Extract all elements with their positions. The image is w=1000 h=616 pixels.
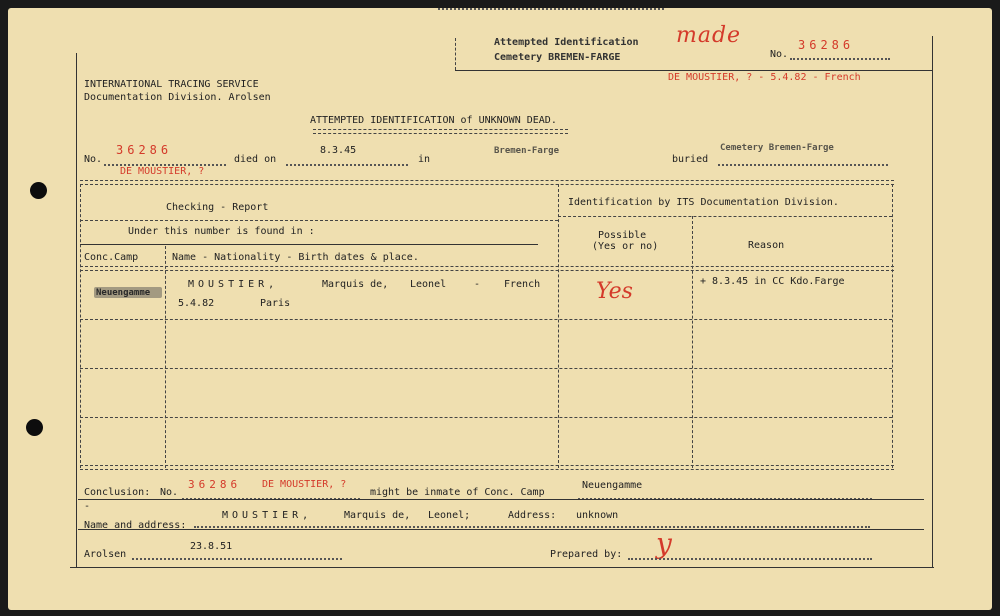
title-underline <box>313 129 568 134</box>
conclusion-no-value: 36286 <box>188 478 242 491</box>
punch-hole-top <box>30 182 47 199</box>
record-no-value: 36286 <box>116 143 173 157</box>
conclusion-label: Conclusion: <box>84 487 151 498</box>
row1-camp: Neuengamme <box>96 288 151 298</box>
name-address-title: Marquis de, <box>344 510 411 521</box>
death-place-value: Bremen-Farge <box>494 146 560 156</box>
header-no-value: 36286 <box>798 38 855 52</box>
conclusion-name-value: DE MOUSTIER, ? <box>262 479 347 490</box>
table-row2-bottom <box>80 368 892 369</box>
table-right-border <box>892 184 893 468</box>
conclusion-no-label: No. <box>160 487 179 498</box>
yes-or-no-header: (Yes or no) <box>592 241 659 252</box>
identification-header: Identification by ITS Documentation Division. <box>568 197 839 208</box>
left-frame-line <box>76 53 77 568</box>
table-bottom-border <box>80 465 894 470</box>
footer-date: 23.8.51 <box>190 541 233 552</box>
org-line2: Documentation Division. Arolsen <box>84 92 271 103</box>
row1-first-name: Leonel <box>410 279 447 290</box>
row1-name: MOUSTIER, <box>188 279 279 290</box>
table-left-border <box>80 184 81 468</box>
table-camp-divider <box>165 246 166 468</box>
conclusion-might-text: might be inmate of Conc. Camp <box>370 487 545 498</box>
death-place-dotline <box>438 8 664 10</box>
punch-hole-bottom <box>26 419 43 436</box>
row1-title: Marquis de, <box>322 279 389 290</box>
header-box-left-edge <box>455 38 456 70</box>
buried-dotline <box>718 164 888 166</box>
name-address-first: Leonel; <box>428 510 471 521</box>
name-address-rule <box>78 529 924 530</box>
footer-date-dotline <box>132 558 342 560</box>
row1-birth-date: 5.4.82 <box>178 298 215 309</box>
table-header-bottom <box>80 266 894 271</box>
record-no-label: No. <box>84 154 103 165</box>
died-on-dotline <box>286 164 408 166</box>
right-frame-line <box>932 36 933 568</box>
conclusion-rule <box>78 499 924 500</box>
in-label: in <box>418 154 431 165</box>
conc-camp-header: Conc.Camp <box>84 252 139 263</box>
header-stamp-line1: Attempted Identification <box>494 37 639 48</box>
name-nationality-header: Name - Nationality - Birth dates & place. <box>172 252 419 263</box>
table-row1-bottom <box>80 319 892 320</box>
index-card <box>8 8 992 610</box>
died-on-label: died on <box>234 154 277 165</box>
table-middle-divider <box>558 184 559 468</box>
row1-birth-place: Paris <box>260 298 291 309</box>
conclusion-tick: - <box>84 501 91 512</box>
row1-nationality: French <box>504 279 541 290</box>
header-stamp-line2: Cemetery BREMEN-FARGE <box>494 52 621 63</box>
subject-line: DE MOUSTIER, ? - 5.4.82 - French <box>668 72 861 83</box>
record-name-red: DE MOUSTIER, ? <box>120 166 205 177</box>
row1-possible-handwritten: Yes <box>596 279 633 304</box>
prepared-by-signature: y <box>656 527 672 560</box>
table-row3-bottom <box>80 417 892 418</box>
row1-reason: + 8.3.45 in CC Kdo.Farge <box>700 276 845 287</box>
table-line-under-identification <box>558 216 892 217</box>
table-top-border <box>80 180 894 185</box>
possible-header: Possible <box>598 230 647 241</box>
table-possible-divider <box>692 216 693 468</box>
handwritten-made: made <box>676 23 742 48</box>
row1-dash: - <box>474 279 481 290</box>
org-line1: INTERNATIONAL TRACING SERVICE <box>84 79 259 90</box>
under-number-header: Under this number is found in : <box>128 226 315 237</box>
table-line-under-number <box>80 244 538 245</box>
reason-header: Reason <box>748 240 785 251</box>
name-address-name: MOUSTIER, <box>222 510 313 521</box>
buried-value: Cemetery Bremen-Farge <box>720 143 834 153</box>
name-address-label: Name and address: <box>84 520 187 531</box>
conclusion-camp-value: Neuengamme <box>582 480 643 491</box>
header-no-dotline <box>790 58 890 60</box>
header-no-label: No. <box>770 49 789 60</box>
died-on-value: 8.3.45 <box>320 145 357 156</box>
footer-place: Arolsen <box>84 549 127 560</box>
address-label: Address: <box>508 510 557 521</box>
prepared-by-dotline <box>628 558 872 560</box>
checking-report-header: Checking - Report <box>166 202 269 213</box>
table-line-under-checking <box>80 220 558 221</box>
header-box-bottom-edge <box>455 70 933 71</box>
bottom-frame-line <box>70 567 934 568</box>
name-address-dotline <box>194 526 870 528</box>
prepared-by-label: Prepared by: <box>550 549 623 560</box>
buried-label: buried <box>672 154 709 165</box>
address-value: unknown <box>576 510 619 521</box>
form-title: ATTEMPTED IDENTIFICATION of UNKNOWN DEAD. <box>310 115 557 126</box>
